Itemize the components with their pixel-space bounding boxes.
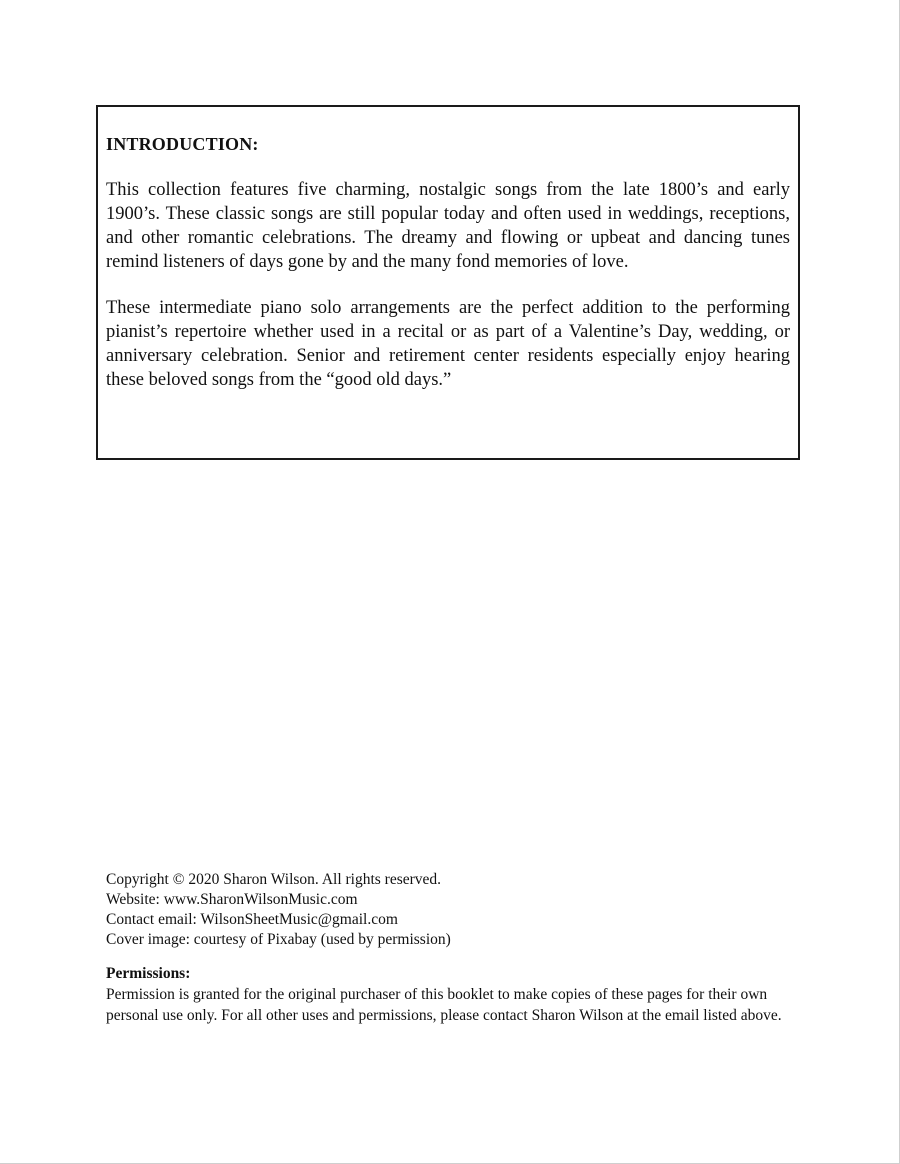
cover-image-credit-line: Cover image: courtesy of Pixabay (used by permission) [106, 931, 451, 948]
copyright-line: Copyright © 2020 Sharon Wilson. All rights reserved. [106, 871, 442, 888]
introduction-box [96, 105, 800, 460]
website-line: Website: www.SharonWilsonMusic.com [106, 891, 358, 908]
introduction-paragraph-1: This collection features five charming, nostalgic songs from the late 1800’s and early 1900’s. These classic songs are still popular today and often used in weddings, receptions, and other romantic celebrations. The dreamy and flowing or upbeat and dancing tunes remind listeners of days gone by and the many fond memories of love. [106, 180, 790, 272]
contact-email-line: Contact email: WilsonSheetMusic@gmail.com [106, 911, 398, 928]
permissions-heading: Permissions: [106, 965, 191, 982]
introduction-heading: INTRODUCTION: [106, 134, 259, 154]
footer-info [106, 870, 798, 1026]
introduction-paragraph-2: These intermediate piano solo arrangements are the perfect addition to the performing pianist’s repertoire whether used in a recital or as part of a Valentine’s Day, wedding, or anniversary celebration. Senior and retirement center residents especially enjoy hearing these beloved songs from the “good old days.” [106, 298, 790, 390]
permissions-text: Permission is granted for the original purchaser of this booklet to make copies of these pages for their own personal use only. For all other uses and permissions, please contact Sharon Wilson at the email listed above. [106, 986, 782, 1024]
